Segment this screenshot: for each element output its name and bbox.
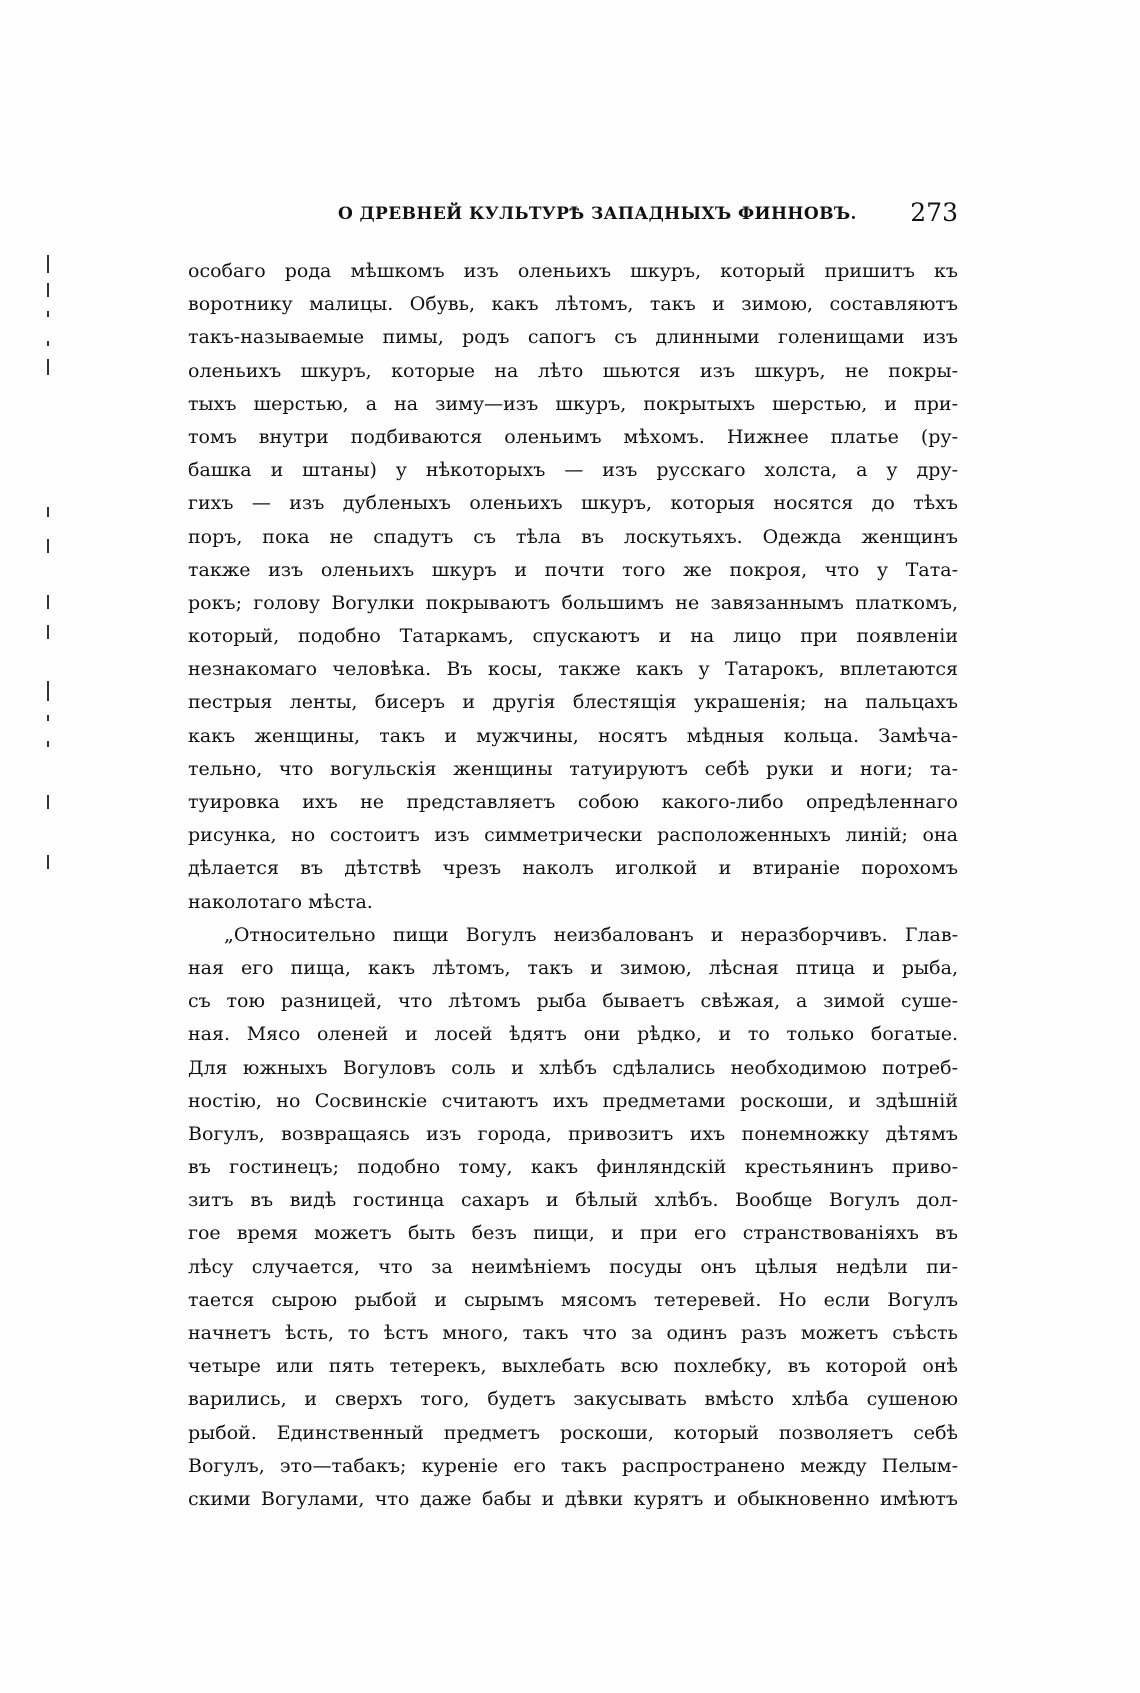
text-line: въ гостинецъ; подобно тому, какъ финляндскій крестьянинъ приво- <box>188 1156 958 1179</box>
text-line: тается сырою рыбой и сырымъ мясомъ тетеревей. Но если Вогулъ <box>188 1288 958 1311</box>
text-line: лѣсу случается, что за неимѣніемъ посуды онъ цѣлыя недѣли пи- <box>188 1255 958 1278</box>
paragraph-clothing <box>188 255 958 919</box>
text-line: наколотаго мѣста. <box>188 890 373 913</box>
running-header <box>188 198 958 234</box>
text-line: томъ внутри подбиваются оленьимъ мѣхомъ. Нижнее платье (ру- <box>188 425 958 448</box>
text-line: незнакомаго человѣка. Въ косы, также какъ у Татарокъ, вплетаются <box>188 658 958 681</box>
text-line: ностію, но Сосвинскіе считаютъ ихъ предметами роскоши, и здѣшній <box>188 1089 958 1112</box>
text-line: скими Вогулами, что даже бабы и дѣвки курятъ и обыкновенно имѣютъ <box>188 1487 958 1510</box>
text-line: Вогулъ, возвращаясь изъ города, привозитъ ихъ понемножку дѣтямъ <box>188 1122 958 1145</box>
text-line: тельно, что вогульскія женщины татуируютъ себѣ руки и ноги; та- <box>188 757 958 780</box>
text-line: „Относительно пищи Вогулъ неизбалованъ и неразборчивъ. Глав- <box>224 923 958 946</box>
text-line: оленьихъ шкуръ, которые на лѣто шьются изъ шкуръ, не покры- <box>188 359 958 382</box>
text-line: особаго рода мѣшкомъ изъ оленьихъ шкуръ, который пришитъ къ <box>188 260 958 282</box>
margin-mark <box>47 741 49 747</box>
text-line: начнетъ ѣсть, то ѣстъ много, такъ что за одинъ разъ можетъ съѣсть <box>188 1322 958 1344</box>
text-line: также изъ оленьихъ шкуръ и почти того же покроя, что у Тата- <box>188 558 958 581</box>
text-line: зитъ въ видѣ гостинца сахаръ и бѣлый хлѣбъ. Вообще Вогулъ дол- <box>188 1189 958 1212</box>
page-number: 273 <box>910 198 958 227</box>
text-line: гое время можетъ быть безъ пищи, и при его странствованіяхъ въ <box>188 1222 958 1245</box>
text-line: четыре или пять тетерекъ, выхлебать всю похлебку, въ которой онѣ <box>188 1355 958 1378</box>
text-line: пестрыя ленты, бисеръ и другія блестящія украшенія; на пальцахъ <box>188 691 958 714</box>
text-line: ная. Мясо оленей и лосей ѣдятъ они рѣдко, и то только богатые. <box>188 1023 958 1046</box>
margin-mark <box>47 795 49 809</box>
margin-mark <box>47 625 49 639</box>
text-line: тыхъ шерстью, а на зиму—изъ шкуръ, покрытыхъ шерстью, и при- <box>188 392 958 415</box>
margin-mark <box>47 341 49 346</box>
paragraph-food <box>188 919 958 1516</box>
text-line: туировка ихъ не представляетъ собою какого-либо опредѣленнаго <box>188 791 958 813</box>
text-line: Для южныхъ Вогуловъ соль и хлѣбъ сдѣлались необходимою потреб- <box>188 1056 958 1079</box>
text-line: воротнику малицы. Обувь, какъ лѣтомъ, такъ и зимою, составляютъ <box>188 293 958 316</box>
body-text <box>188 255 958 1516</box>
text-line: такъ-называемые пимы, родъ сапогъ съ длинными голенищами изъ <box>188 326 958 349</box>
text-line: ная его пища, какъ лѣтомъ, такъ и зимою, лѣсная птица и рыба, <box>188 956 958 979</box>
margin-mark <box>47 311 49 317</box>
margin-mark <box>47 715 49 721</box>
margin-mark <box>47 855 49 869</box>
margin-mark <box>47 681 49 701</box>
margin-marks <box>44 255 54 935</box>
margin-mark <box>47 507 49 517</box>
text-line: который, подобно Татаркамъ, спускаютъ и на лицо при появленіи <box>188 625 958 648</box>
text-line: рисунка, но состоитъ изъ симметрически расположенныхъ линій; она <box>188 824 958 847</box>
margin-mark <box>47 539 49 553</box>
margin-mark <box>47 255 49 273</box>
margin-mark <box>47 359 49 375</box>
margin-mark <box>47 595 49 609</box>
text-line: гихъ — изъ дубленыхъ оленьихъ шкуръ, которыя носятся до тѣхъ <box>188 492 958 515</box>
text-line: башка и штаны) у нѣкоторыхъ — изъ русскаго холста, а у дру- <box>188 459 958 482</box>
margin-mark <box>47 283 49 297</box>
text-line: рокъ; голову Вогулки покрываютъ большимъ не завязаннымъ платкомъ, <box>188 591 958 614</box>
text-line: Вогулъ, это—табакъ; куреніе его такъ распространено между Пелым- <box>188 1454 958 1477</box>
text-line: какъ женщины, такъ и мужчины, носятъ мѣдныя кольца. Замѣча- <box>188 724 958 747</box>
text-line: варились, и сверхъ того, будетъ закусывать вмѣсто хлѣба сушеною <box>188 1388 958 1411</box>
text-line: съ тою разницей, что лѣтомъ рыба бываетъ свѣжая, а зимой суше- <box>188 990 958 1013</box>
text-line: дѣлается въ дѣтствѣ чрезъ наколъ иголкой и втираніе порохомъ <box>188 857 958 880</box>
text-line: рыбой. Единственный предметъ роскоши, который позволяетъ себѣ <box>188 1421 958 1444</box>
text-line: поръ, пока не спадутъ съ тѣла въ лоскутьяхъ. Одежда женщинъ <box>188 525 958 548</box>
running-title: О ДРЕВНЕЙ КУЛЬТУРѢ ЗАПАДНЫХЪ ФИННОВЪ. <box>338 204 857 224</box>
